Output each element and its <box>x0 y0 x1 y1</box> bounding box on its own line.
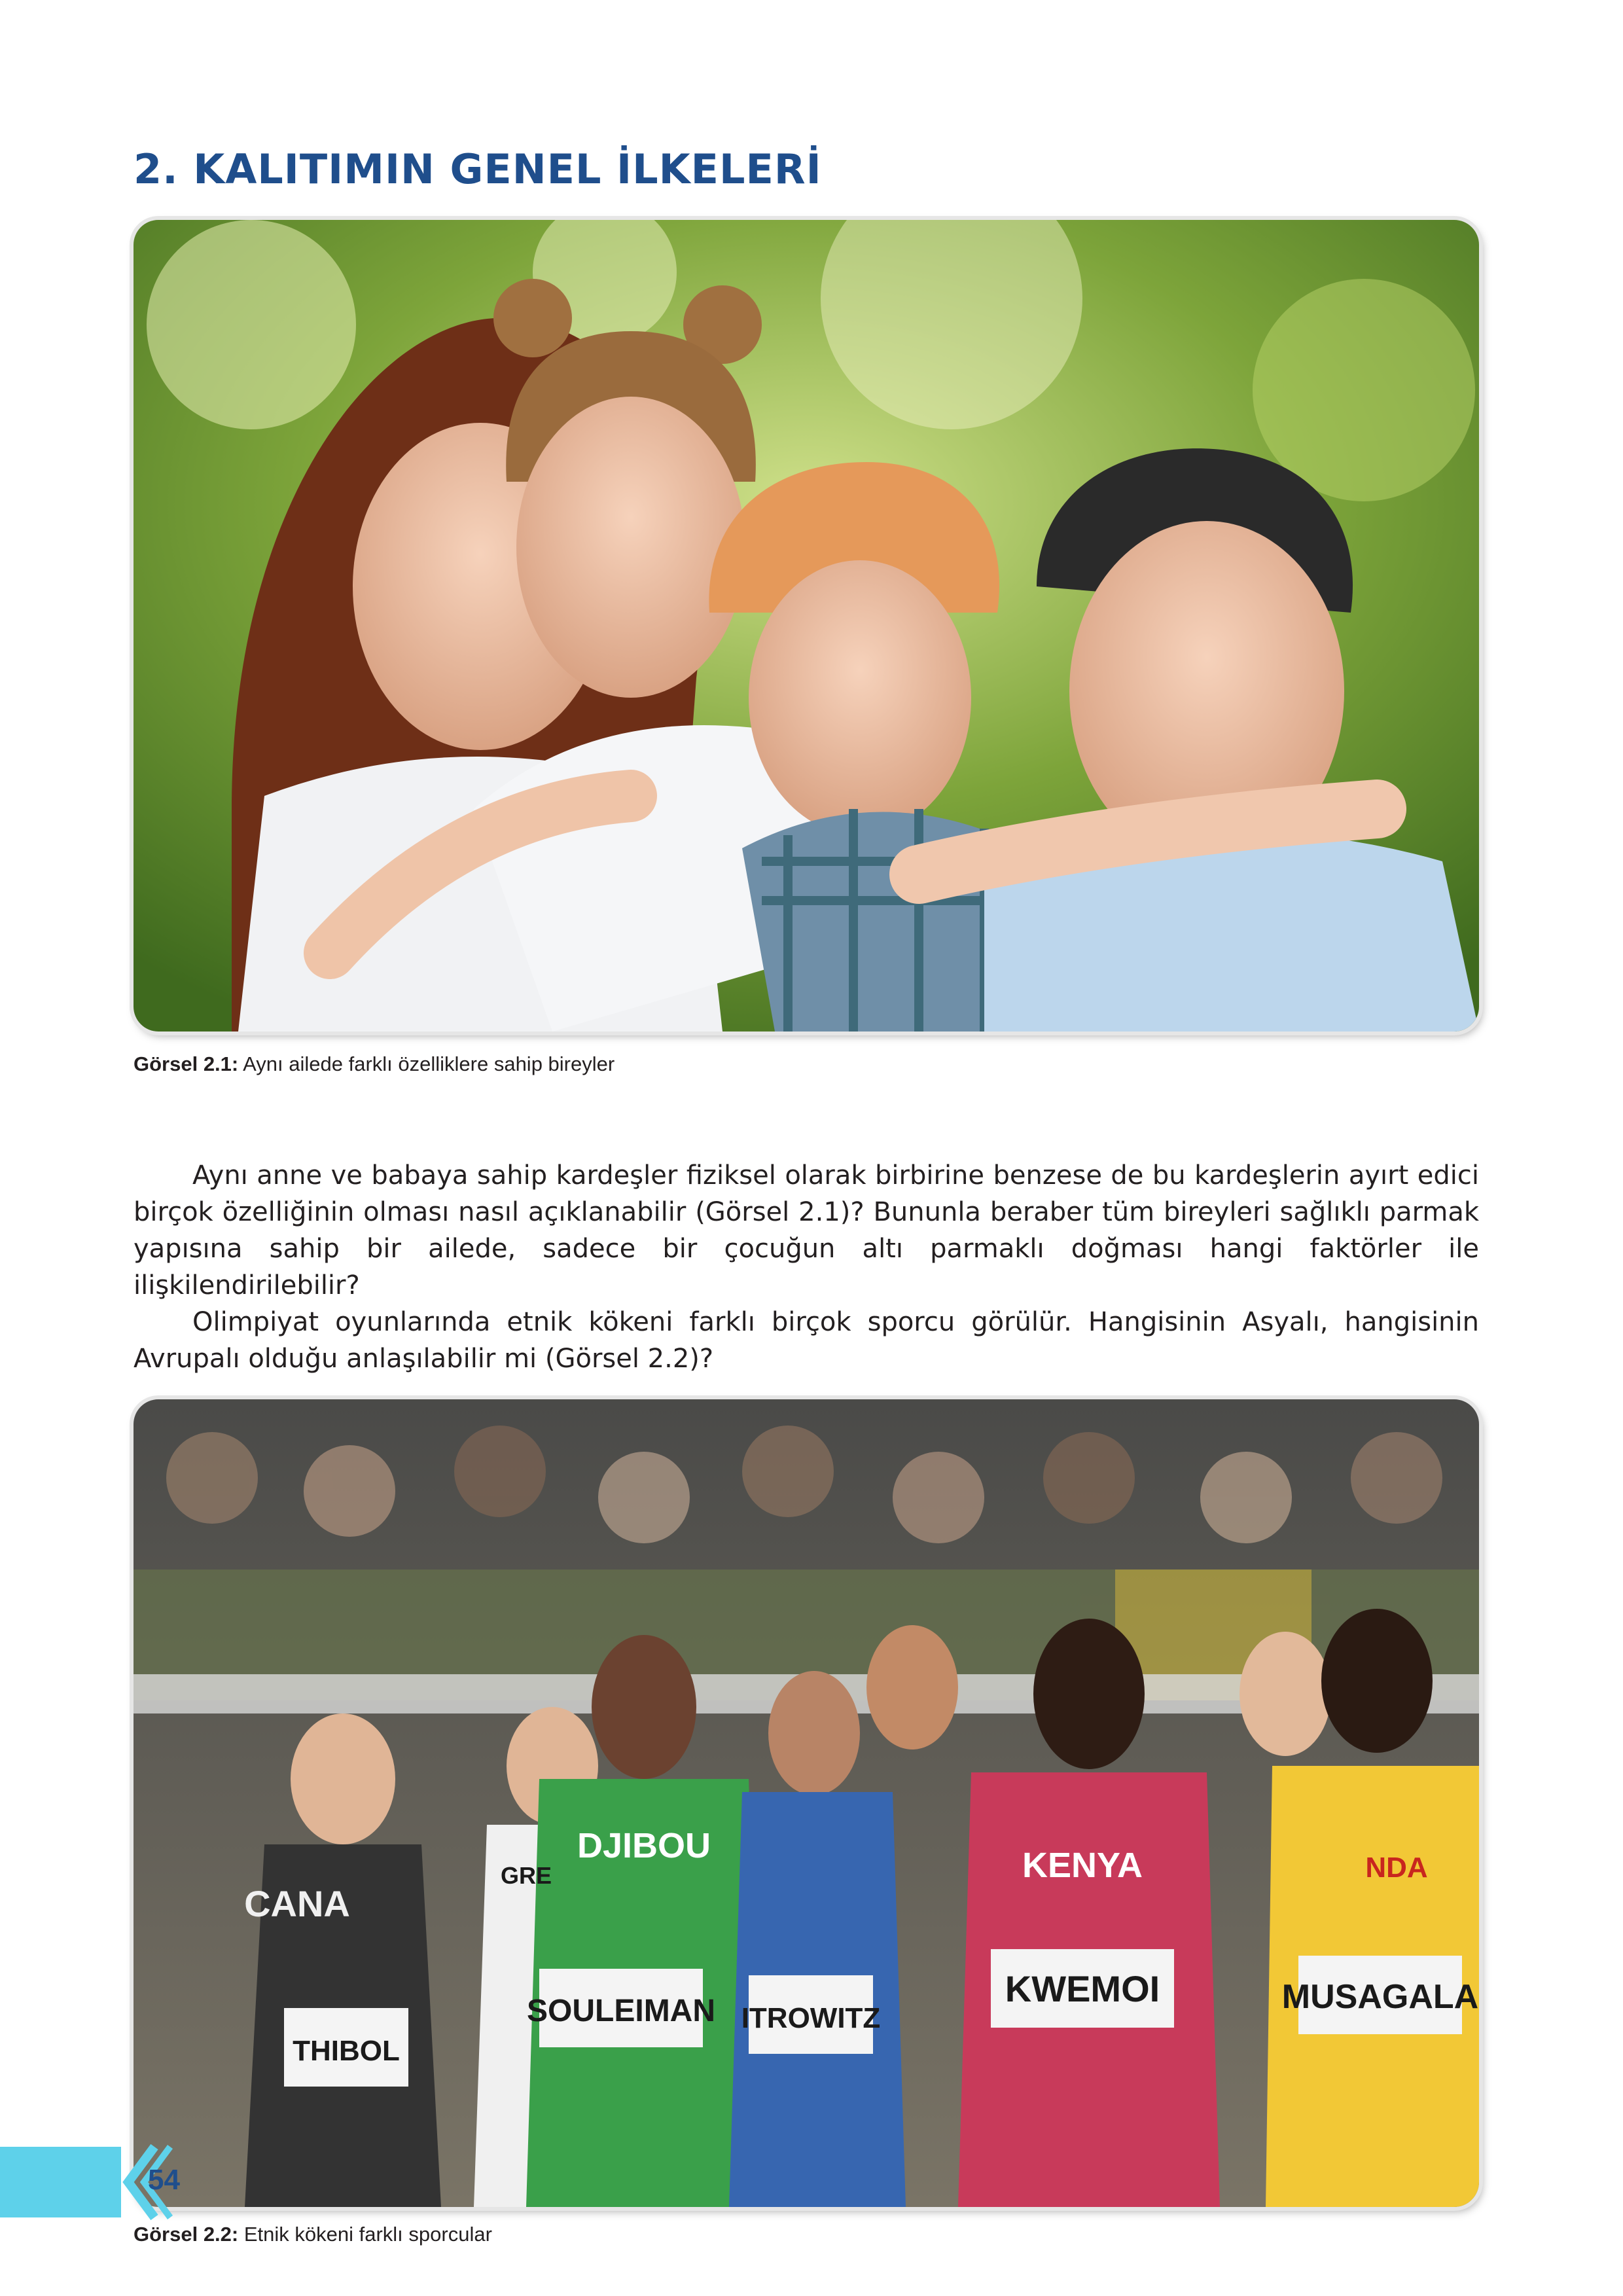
bib-text: SOULEIMAN <box>527 1994 715 2028</box>
figure-2-caption-label: Görsel 2.2: <box>134 2223 239 2246</box>
paragraph: Olimpiyat oyunlarında etnik kökeni farklı birçok sporcu görülür. Hangisinin Asyalı, hangisinin Avrupalı olduğu anlaşılabilir mi (Görsel 2.2)? <box>134 1307 1479 1374</box>
bib-text: GRE <box>500 1862 552 1889</box>
body-text <box>134 1157 1479 1377</box>
bib-text: KWEMOI <box>1005 1968 1160 2009</box>
bib-text: KENYA <box>1022 1846 1143 1885</box>
bib-text: ITROWITZ <box>741 2002 881 2034</box>
bib-text: DJIBOU <box>577 1826 711 1865</box>
athletes-photo <box>134 1399 1479 2207</box>
figure-2-caption-text: Etnik kökeni farklı sporcular <box>238 2223 492 2246</box>
family-photo <box>134 220 1479 1031</box>
bib-text: THIBOL <box>293 2035 400 2067</box>
page-number: 54 <box>148 2164 180 2196</box>
paragraph: Aynı anne ve babaya sahip kardeşler fiziksel olarak birbirine benzese de bu kardeşlerin ayırt edici birçok özelliğinin olması nasıl açıklanabilir (Görsel 2.1)? Bununla beraber tüm bireyleri sağlıklı parmak yapısına sahip bir ailede, sadece bir çocuğun altı parmaklı doğması hangi faktörler ile ilişkilendirilebilir? <box>134 1160 1479 1300</box>
bib-text: NDA <box>1365 1852 1428 1884</box>
bib-text: CANA <box>244 1883 350 1924</box>
page-title: 2. KALITIMIN GENEL İLKELERİ <box>134 145 822 193</box>
page-number-tab <box>0 2147 121 2217</box>
figure-2-caption <box>134 2223 492 2246</box>
bib-text: MUSAGALA <box>1281 1978 1479 2016</box>
figure-1-caption <box>134 1052 615 1076</box>
figure-1-caption-text: Aynı ailede farklı özelliklere sahip bireyler <box>238 1052 615 1075</box>
figure-1-caption-label: Görsel 2.1: <box>134 1052 239 1075</box>
